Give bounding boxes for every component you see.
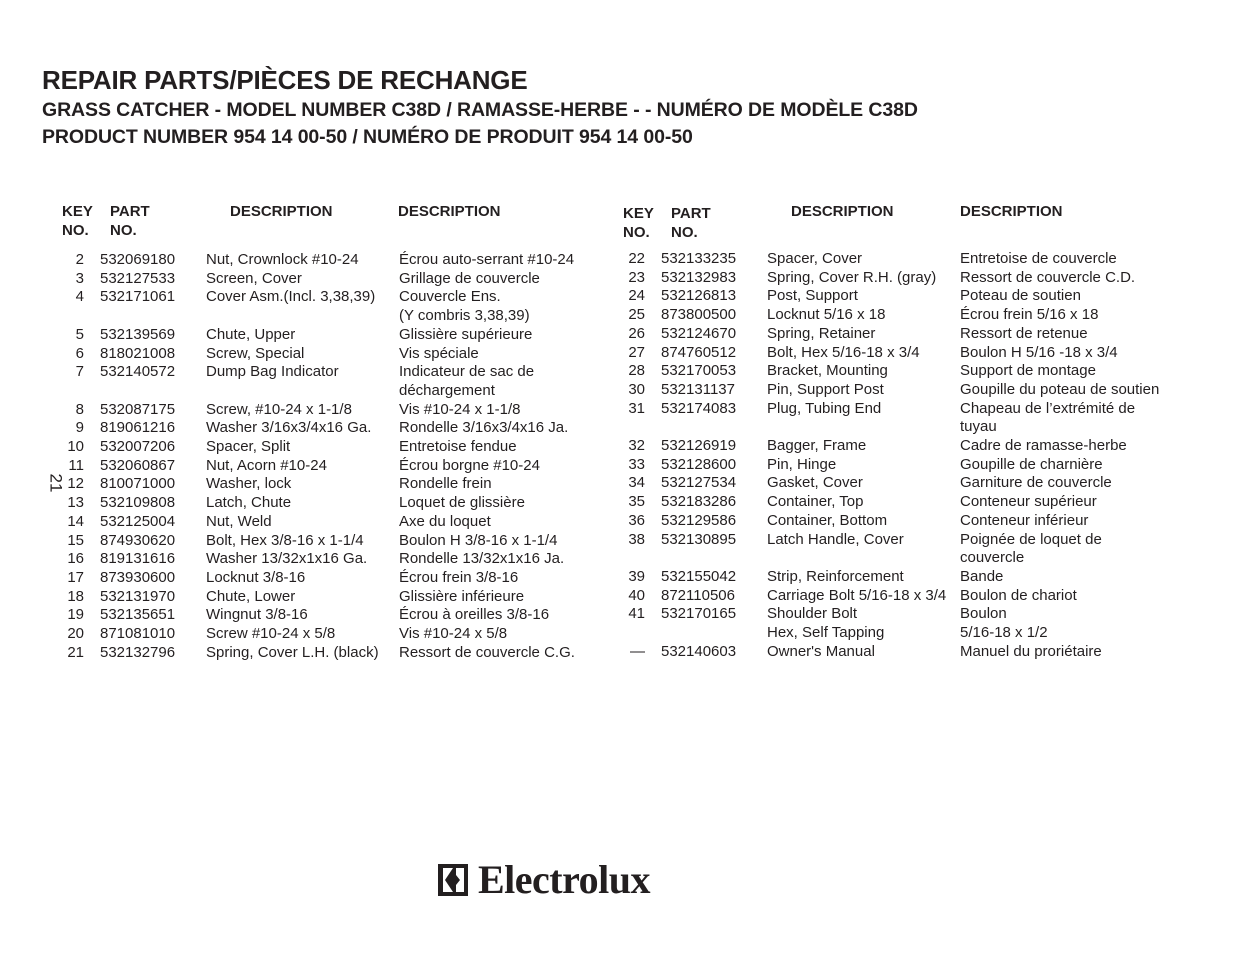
key-cell: 34 bbox=[628, 474, 645, 492]
part-number-cell: 532087175 bbox=[100, 400, 176, 418]
description-fr-cell: Écrou auto-serrant #10-24 bbox=[399, 251, 575, 268]
description-en-cell: Cover Asm.(Incl. 3,38,39) bbox=[206, 288, 376, 306]
key-cell: 5 bbox=[75, 325, 84, 343]
key-cell: 15 bbox=[67, 531, 84, 549]
part-number-cell: 532129586 bbox=[661, 511, 737, 529]
description-fr-cell: Support de montage bbox=[960, 362, 1096, 380]
description-en-cell: Chute, Upper bbox=[206, 325, 296, 343]
description-fr-cell: Ressort de couvercle C.D. bbox=[960, 268, 1136, 286]
description-fr-cell: Bande bbox=[960, 567, 1004, 585]
description-en-cell: Locknut 5/16 x 18 bbox=[767, 306, 886, 324]
header-key-label: KEY bbox=[62, 203, 93, 220]
key-cell: 17 bbox=[67, 568, 84, 586]
part-number-cell: 532127533 bbox=[100, 269, 176, 287]
description-en-cell: Nut, Weld bbox=[206, 512, 272, 530]
description-en-cell: Post, Support bbox=[767, 287, 858, 305]
key-cell: 9 bbox=[75, 419, 84, 437]
description-en-cell: Spring, Cover R.H. (gray) bbox=[767, 268, 937, 286]
part-number-cell: 532183286 bbox=[661, 493, 737, 511]
key-cell: 21 bbox=[67, 643, 84, 661]
part-number-cell: 532132983 bbox=[661, 268, 737, 286]
description-fr-cell: Conteneur supérieur bbox=[960, 493, 1097, 511]
part-number-cell: 532125004 bbox=[100, 512, 176, 530]
electrolux-logo-icon bbox=[438, 864, 468, 896]
key-cell: 41 bbox=[628, 605, 645, 623]
description-fr-cell: Goupille de charnière bbox=[960, 455, 1103, 473]
key-cell: 16 bbox=[67, 550, 84, 568]
description-fr-cell: Cadre de ramasse-herbe bbox=[960, 437, 1127, 454]
part-number-cell: 532155042 bbox=[661, 567, 737, 585]
key-cell: 23 bbox=[628, 268, 645, 286]
page-title: REPAIR PARTS/PIÈCES DE RECHANGE bbox=[42, 65, 528, 95]
header-part bbox=[110, 202, 150, 240]
header-key bbox=[623, 204, 654, 242]
part-number-cell: 532140572 bbox=[100, 363, 176, 381]
header-part-no-label: NO. bbox=[110, 222, 137, 239]
key-cell: 39 bbox=[628, 567, 645, 585]
description-en-cell: Spring, Retainer bbox=[767, 324, 876, 342]
description-fr-cell: tuyau bbox=[960, 418, 997, 436]
header-key-label: KEY bbox=[623, 205, 654, 222]
description-en-cell: Gasket, Cover bbox=[767, 474, 863, 492]
header-key-no-label: NO. bbox=[623, 224, 650, 241]
header-key bbox=[62, 202, 93, 240]
key-cell: 2 bbox=[75, 251, 84, 268]
description-en-cell: Pin, Hinge bbox=[767, 455, 837, 473]
key-cell: 10 bbox=[67, 438, 84, 455]
description-en-cell: Strip, Reinforcement bbox=[767, 567, 904, 585]
part-number-cell: 532130895 bbox=[661, 530, 737, 548]
description-en-cell: Dump Bag Indicator bbox=[206, 363, 339, 381]
description-fr-cell: Boulon H 5/16 -18 x 3/4 bbox=[960, 343, 1118, 361]
part-number-cell: 532007206 bbox=[100, 438, 176, 455]
logo-wordmark: Electrolux bbox=[478, 857, 651, 902]
description-en-cell: Pin, Support Post bbox=[767, 380, 884, 398]
description-fr-cell: déchargement bbox=[399, 381, 495, 399]
page-subtitle-product: PRODUCT NUMBER 954 14 00-50 / NUMÉRO DE PRODUIT 954 14 00-50 bbox=[42, 126, 693, 148]
key-cell: 27 bbox=[628, 343, 645, 361]
description-fr-cell: Écrou à oreilles 3/8-16 bbox=[399, 606, 550, 624]
description-fr-cell: Axe du loquet bbox=[399, 512, 491, 530]
part-number-cell: 532128600 bbox=[661, 455, 737, 473]
key-cell: 11 bbox=[68, 456, 84, 474]
description-en-cell: Spacer, Cover bbox=[767, 250, 863, 267]
description-en-cell: Bolt, Hex 5/16-18 x 3/4 bbox=[767, 343, 920, 361]
description-fr-cell: Vis #10-24 x 5/8 bbox=[399, 625, 508, 642]
part-number-cell: 532069180 bbox=[100, 251, 176, 268]
description-fr-cell: Loquet de glissière bbox=[399, 494, 525, 512]
description-en-cell: Screw, Special bbox=[206, 344, 305, 362]
header-description-en: DESCRIPTION bbox=[791, 203, 894, 220]
key-cell: 25 bbox=[628, 306, 645, 324]
description-en-cell: Chute, Lower bbox=[206, 587, 296, 605]
part-number-cell: 532140603 bbox=[661, 642, 737, 660]
description-en-cell: Spacer, Split bbox=[206, 438, 291, 455]
description-fr-cell: Rondelle frein bbox=[399, 475, 492, 493]
description-en-cell: Bracket, Mounting bbox=[767, 362, 888, 380]
key-cell: 40 bbox=[628, 586, 645, 604]
page-number: 21 bbox=[46, 473, 66, 493]
description-en-cell: Screw #10-24 x 5/8 bbox=[206, 625, 336, 642]
description-en-cell: Latch, Chute bbox=[206, 494, 292, 512]
description-en-cell: Spring, Cover L.H. (black) bbox=[206, 643, 379, 661]
key-cell: — bbox=[630, 642, 645, 660]
electrolux-logo bbox=[438, 857, 651, 902]
description-en-cell: Bolt, Hex 3/8-16 x 1-1/4 bbox=[206, 531, 364, 549]
key-cell: 7 bbox=[75, 363, 84, 381]
key-cell: 28 bbox=[628, 362, 645, 380]
part-number-cell: 871081010 bbox=[100, 625, 176, 642]
description-fr-cell: Entretoise fendue bbox=[399, 438, 517, 455]
key-cell: 36 bbox=[628, 511, 645, 529]
description-en-cell: Hex, Self Tapping bbox=[767, 624, 885, 641]
description-fr-cell: Manuel du proriétaire bbox=[960, 642, 1102, 660]
part-number-cell: 532124670 bbox=[661, 324, 737, 342]
key-cell: 22 bbox=[628, 250, 645, 267]
part-number-cell: 532174083 bbox=[661, 399, 737, 417]
part-number-cell: 874760512 bbox=[661, 343, 737, 361]
part-number-cell: 872110506 bbox=[661, 586, 735, 604]
description-en-cell: Shoulder Bolt bbox=[767, 605, 858, 623]
part-number-cell: 532133235 bbox=[661, 250, 737, 267]
description-en-cell: Carriage Bolt 5/16-18 x 3/4 bbox=[767, 586, 947, 604]
description-en-cell: Screw, #10-24 x 1-1/8 bbox=[206, 400, 352, 418]
key-cell: 14 bbox=[67, 512, 84, 530]
description-fr-cell: Boulon H 3/8-16 x 1-1/4 bbox=[399, 531, 558, 549]
key-cell: 24 bbox=[628, 287, 645, 305]
header-part-no-label: NO. bbox=[671, 224, 698, 241]
part-number-cell: 532132796 bbox=[100, 643, 176, 661]
description-fr-cell: Vis #10-24 x 1-1/8 bbox=[399, 400, 521, 418]
description-fr-cell: Poignée de loquet de bbox=[960, 530, 1102, 548]
description-fr-cell: Écrou frein 3/8-16 bbox=[399, 568, 519, 586]
description-en-cell: Washer, lock bbox=[206, 475, 292, 493]
description-fr-cell: 5/16-18 x 1/2 bbox=[960, 624, 1048, 641]
key-cell: 12 bbox=[67, 475, 84, 493]
description-fr-cell: Grillage de couvercle bbox=[399, 269, 540, 287]
description-fr-cell: Écrou borgne #10-24 bbox=[399, 456, 540, 474]
key-cell: 13 bbox=[67, 494, 84, 512]
description-en-cell: Nut, Acorn #10-24 bbox=[206, 456, 327, 474]
description-en-cell: Owner's Manual bbox=[767, 642, 875, 660]
description-fr-cell: Ressort de couvercle C.G. bbox=[399, 643, 575, 661]
header-description-fr: DESCRIPTION bbox=[960, 203, 1063, 220]
key-cell: 6 bbox=[75, 344, 84, 362]
key-cell: 8 bbox=[75, 400, 84, 418]
key-cell: 4 bbox=[75, 288, 84, 306]
description-fr-cell: Boulon bbox=[960, 605, 1007, 623]
key-cell: 3 bbox=[75, 269, 84, 287]
key-cell: 32 bbox=[628, 437, 645, 454]
description-fr-cell: (Y combris 3,38,39) bbox=[399, 307, 530, 325]
description-en-cell: Container, Bottom bbox=[767, 511, 888, 529]
description-en-cell: Plug, Tubing End bbox=[767, 399, 882, 417]
description-en-cell: Nut, Crownlock #10-24 bbox=[206, 251, 359, 268]
part-number-cell: 818021008 bbox=[100, 344, 176, 362]
key-cell: 31 bbox=[628, 399, 645, 417]
part-number-cell: 873800500 bbox=[661, 306, 737, 324]
description-fr-cell: Entretoise de couvercle bbox=[960, 250, 1117, 267]
key-cell: 33 bbox=[628, 455, 645, 473]
part-number-cell: 874930620 bbox=[100, 531, 176, 549]
part-number-cell: 532171061 bbox=[100, 288, 176, 306]
description-fr-cell: Indicateur de sac de bbox=[399, 363, 535, 381]
description-en-cell: Washer 13/32x1x16 Ga. bbox=[206, 550, 368, 568]
description-en-cell: Bagger, Frame bbox=[767, 437, 867, 454]
description-fr-cell: couvercle bbox=[960, 549, 1025, 567]
part-number-cell: 819131616 bbox=[100, 550, 176, 568]
description-fr-cell: Poteau de soutien bbox=[960, 287, 1081, 305]
key-cell: 35 bbox=[628, 493, 645, 511]
description-fr-cell: Glissière supérieure bbox=[399, 325, 533, 343]
description-en-cell: Latch Handle, Cover bbox=[767, 530, 904, 548]
description-fr-cell: Rondelle 13/32x1x16 Ja. bbox=[399, 550, 565, 568]
page-subtitle-model: GRASS CATCHER - MODEL NUMBER C38D / RAMASSE-HERBE - - NUMÉRO DE MODÈLE C38D bbox=[42, 99, 918, 121]
header-part-label: PART bbox=[671, 205, 711, 222]
part-number-cell: 532135651 bbox=[100, 606, 176, 624]
part-number-cell: 532170053 bbox=[661, 362, 737, 380]
description-en-cell: Container, Top bbox=[767, 493, 864, 511]
description-fr-cell: Vis spéciale bbox=[399, 344, 479, 362]
header-description-fr: DESCRIPTION bbox=[398, 203, 501, 220]
description-en-cell: Washer 3/16x3/4x16 Ga. bbox=[206, 419, 372, 437]
header-part bbox=[671, 204, 711, 242]
part-number-cell: 532131970 bbox=[100, 587, 176, 605]
part-number-cell: 810071000 bbox=[100, 475, 176, 493]
description-en-cell: Screen, Cover bbox=[206, 269, 302, 287]
description-fr-cell: Conteneur inférieur bbox=[960, 511, 1089, 529]
part-number-cell: 532109808 bbox=[100, 494, 176, 512]
header-part-label: PART bbox=[110, 203, 150, 220]
key-cell: 18 bbox=[67, 587, 84, 605]
key-cell: 30 bbox=[628, 380, 645, 398]
part-number-cell: 532170165 bbox=[661, 605, 737, 623]
key-cell: 26 bbox=[628, 324, 645, 342]
header-key-no-label: NO. bbox=[62, 222, 89, 239]
description-fr-cell: Garniture de couvercle bbox=[960, 474, 1112, 492]
part-number-cell: 873930600 bbox=[100, 568, 176, 586]
part-number-cell: 532060867 bbox=[100, 456, 176, 474]
part-number-cell: 532127534 bbox=[661, 474, 737, 492]
description-fr-cell: Écrou frein 5/16 x 18 bbox=[960, 306, 1099, 324]
description-fr-cell: Ressort de retenue bbox=[960, 324, 1088, 342]
description-en-cell: Locknut 3/8-16 bbox=[206, 568, 306, 586]
header-description-en: DESCRIPTION bbox=[230, 203, 333, 220]
description-fr-cell: Chapeau de l’extrémité de bbox=[960, 399, 1136, 417]
part-number-cell: 532126813 bbox=[661, 287, 737, 305]
key-cell: 20 bbox=[67, 625, 84, 642]
part-number-cell: 819061216 bbox=[100, 419, 176, 437]
description-en-cell: Wingnut 3/8-16 bbox=[206, 606, 308, 624]
description-fr-cell: Boulon de chariot bbox=[960, 586, 1077, 604]
key-cell: 19 bbox=[67, 606, 84, 624]
key-cell: 38 bbox=[628, 530, 645, 548]
part-number-cell: 532139569 bbox=[100, 325, 176, 343]
part-number-cell: 532131137 bbox=[661, 380, 735, 398]
description-fr-cell: Rondelle 3/16x3/4x16 Ja. bbox=[399, 419, 569, 437]
description-fr-cell: Goupille du poteau de soutien bbox=[960, 380, 1160, 398]
description-fr-cell: Glissière inférieure bbox=[399, 587, 525, 605]
description-fr-cell: Couvercle Ens. bbox=[399, 288, 501, 306]
part-number-cell: 532126919 bbox=[661, 437, 737, 454]
